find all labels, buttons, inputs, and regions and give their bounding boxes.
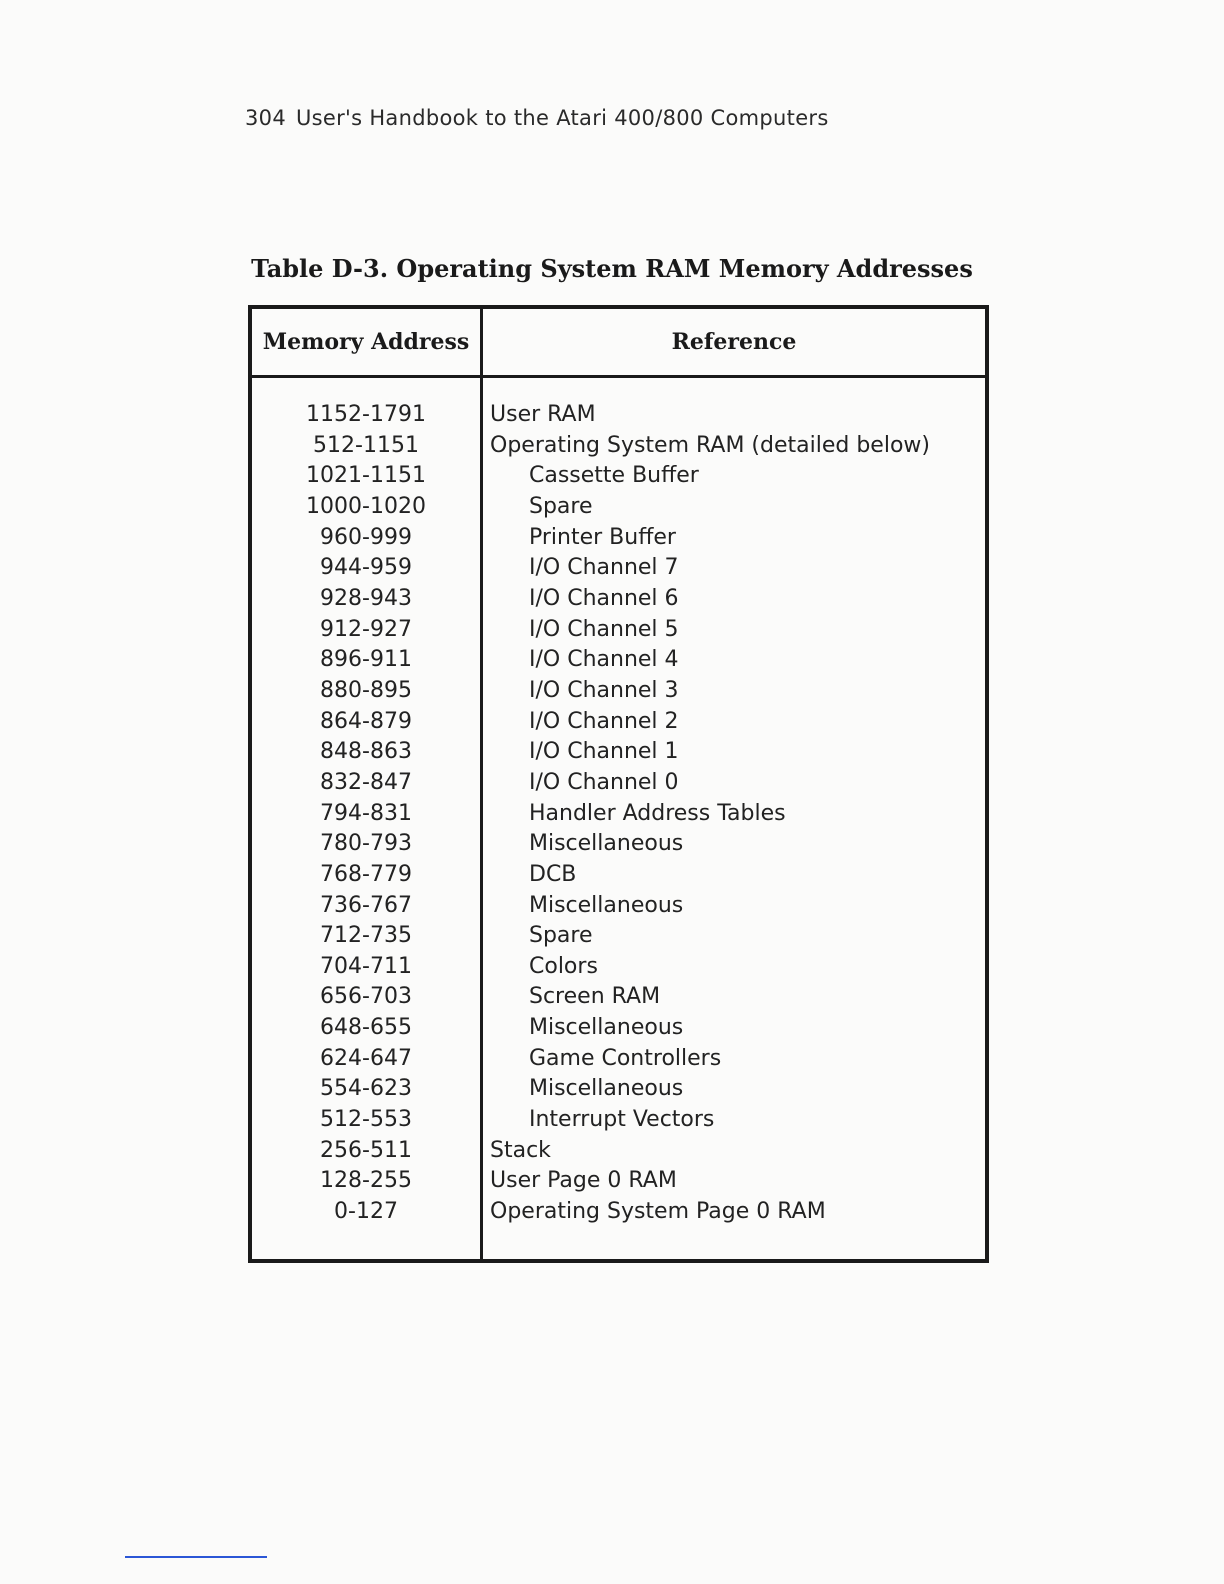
memory-address-cell: 712-735 bbox=[320, 923, 412, 949]
memory-address-cell: 624-647 bbox=[320, 1045, 412, 1071]
reference-cell: Game Controllers bbox=[529, 1045, 722, 1071]
memory-address-cell: 928-943 bbox=[320, 585, 412, 611]
memory-address-cell: 896-911 bbox=[320, 647, 412, 673]
table-row bbox=[252, 1136, 985, 1167]
page-number: 304 bbox=[245, 106, 286, 130]
table-body bbox=[252, 400, 985, 1228]
memory-address-table bbox=[248, 305, 989, 1263]
reference-cell: Printer Buffer bbox=[529, 524, 676, 550]
table-row bbox=[252, 1197, 985, 1228]
reference-cell: Screen RAM bbox=[529, 984, 661, 1010]
table-title: Table D-3. Operating System RAM Memory Addresses bbox=[251, 254, 973, 283]
memory-address-cell: 704-711 bbox=[320, 953, 412, 979]
table-row bbox=[252, 707, 985, 738]
memory-address-cell: 848-863 bbox=[320, 739, 412, 765]
table-row bbox=[252, 768, 985, 799]
table-row bbox=[252, 553, 985, 584]
reference-cell: I/O Channel 7 bbox=[529, 555, 679, 581]
reference-cell: User Page 0 RAM bbox=[490, 1168, 677, 1194]
table-row bbox=[252, 1166, 985, 1197]
table-row bbox=[252, 799, 985, 830]
running-head bbox=[245, 106, 829, 130]
reference-cell: Spare bbox=[529, 493, 593, 519]
table-row bbox=[252, 737, 985, 768]
reference-cell: I/O Channel 0 bbox=[529, 769, 679, 795]
table-row bbox=[252, 615, 985, 646]
memory-address-cell: 648-655 bbox=[320, 1015, 412, 1041]
reference-cell: Colors bbox=[529, 953, 598, 979]
header-divider bbox=[252, 375, 985, 378]
table-row bbox=[252, 523, 985, 554]
table-row bbox=[252, 952, 985, 983]
memory-address-cell: 864-879 bbox=[320, 708, 412, 734]
memory-address-cell: 656-703 bbox=[320, 984, 412, 1010]
memory-address-cell: 256-511 bbox=[320, 1137, 412, 1163]
table-row bbox=[252, 584, 985, 615]
memory-address-cell: 128-255 bbox=[320, 1168, 412, 1194]
column-header-reference: Reference bbox=[671, 329, 797, 355]
table-row bbox=[252, 860, 985, 891]
reference-cell: Operating System Page 0 RAM bbox=[490, 1199, 826, 1225]
table-row bbox=[252, 400, 985, 431]
memory-address-cell: 1000-1020 bbox=[306, 493, 426, 519]
reference-cell: Interrupt Vectors bbox=[529, 1107, 715, 1133]
reference-cell: Spare bbox=[529, 923, 593, 949]
table-row bbox=[252, 1044, 985, 1075]
reference-cell: I/O Channel 2 bbox=[529, 708, 679, 734]
memory-address-cell: 1021-1151 bbox=[306, 463, 426, 489]
reference-cell: Cassette Buffer bbox=[529, 463, 699, 489]
table-row bbox=[252, 492, 985, 523]
memory-address-cell: 512-1151 bbox=[313, 432, 419, 458]
table-row bbox=[252, 1074, 985, 1105]
reference-cell: Miscellaneous bbox=[529, 831, 684, 857]
table-row bbox=[252, 891, 985, 922]
memory-address-cell: 736-767 bbox=[320, 892, 412, 918]
table-row bbox=[252, 1105, 985, 1136]
reference-cell: I/O Channel 3 bbox=[529, 677, 679, 703]
reference-cell: Miscellaneous bbox=[529, 1015, 684, 1041]
table-row bbox=[252, 431, 985, 462]
memory-address-cell: 780-793 bbox=[320, 831, 412, 857]
memory-address-cell: 794-831 bbox=[320, 800, 412, 826]
reference-cell: I/O Channel 5 bbox=[529, 616, 679, 642]
book-title: User's Handbook to the Atari 400/800 Computers bbox=[295, 106, 829, 130]
reference-cell: I/O Channel 6 bbox=[529, 585, 679, 611]
table-row bbox=[252, 982, 985, 1013]
table-row bbox=[252, 461, 985, 492]
reference-cell: I/O Channel 1 bbox=[529, 739, 679, 765]
memory-address-cell: 944-959 bbox=[320, 555, 412, 581]
reference-cell: User RAM bbox=[490, 402, 596, 427]
reference-cell: DCB bbox=[529, 861, 577, 887]
table-row bbox=[252, 676, 985, 707]
reference-cell: I/O Channel 4 bbox=[529, 647, 679, 673]
reference-cell: Stack bbox=[490, 1137, 551, 1163]
memory-address-cell: 512-553 bbox=[320, 1107, 412, 1133]
reference-cell: Miscellaneous bbox=[529, 892, 684, 918]
reference-cell: Handler Address Tables bbox=[529, 800, 786, 826]
memory-address-cell: 912-927 bbox=[320, 616, 412, 642]
memory-address-cell: 960-999 bbox=[320, 524, 412, 550]
memory-address-cell: 1152-1791 bbox=[306, 402, 426, 427]
memory-address-cell: 832-847 bbox=[320, 769, 412, 795]
table-row bbox=[252, 921, 985, 952]
memory-address-cell: 880-895 bbox=[320, 677, 412, 703]
table-row bbox=[252, 645, 985, 676]
reference-cell: Operating System RAM (detailed below) bbox=[490, 432, 930, 458]
memory-address-cell: 0-127 bbox=[334, 1199, 398, 1225]
table-row bbox=[252, 1013, 985, 1044]
memory-address-cell: 768-779 bbox=[320, 861, 412, 887]
table-row bbox=[252, 829, 985, 860]
memory-address-cell: 554-623 bbox=[320, 1076, 412, 1102]
footer-rule bbox=[125, 1556, 267, 1558]
column-header-memory-address: Memory Address bbox=[262, 329, 470, 355]
reference-cell: Miscellaneous bbox=[529, 1076, 684, 1102]
